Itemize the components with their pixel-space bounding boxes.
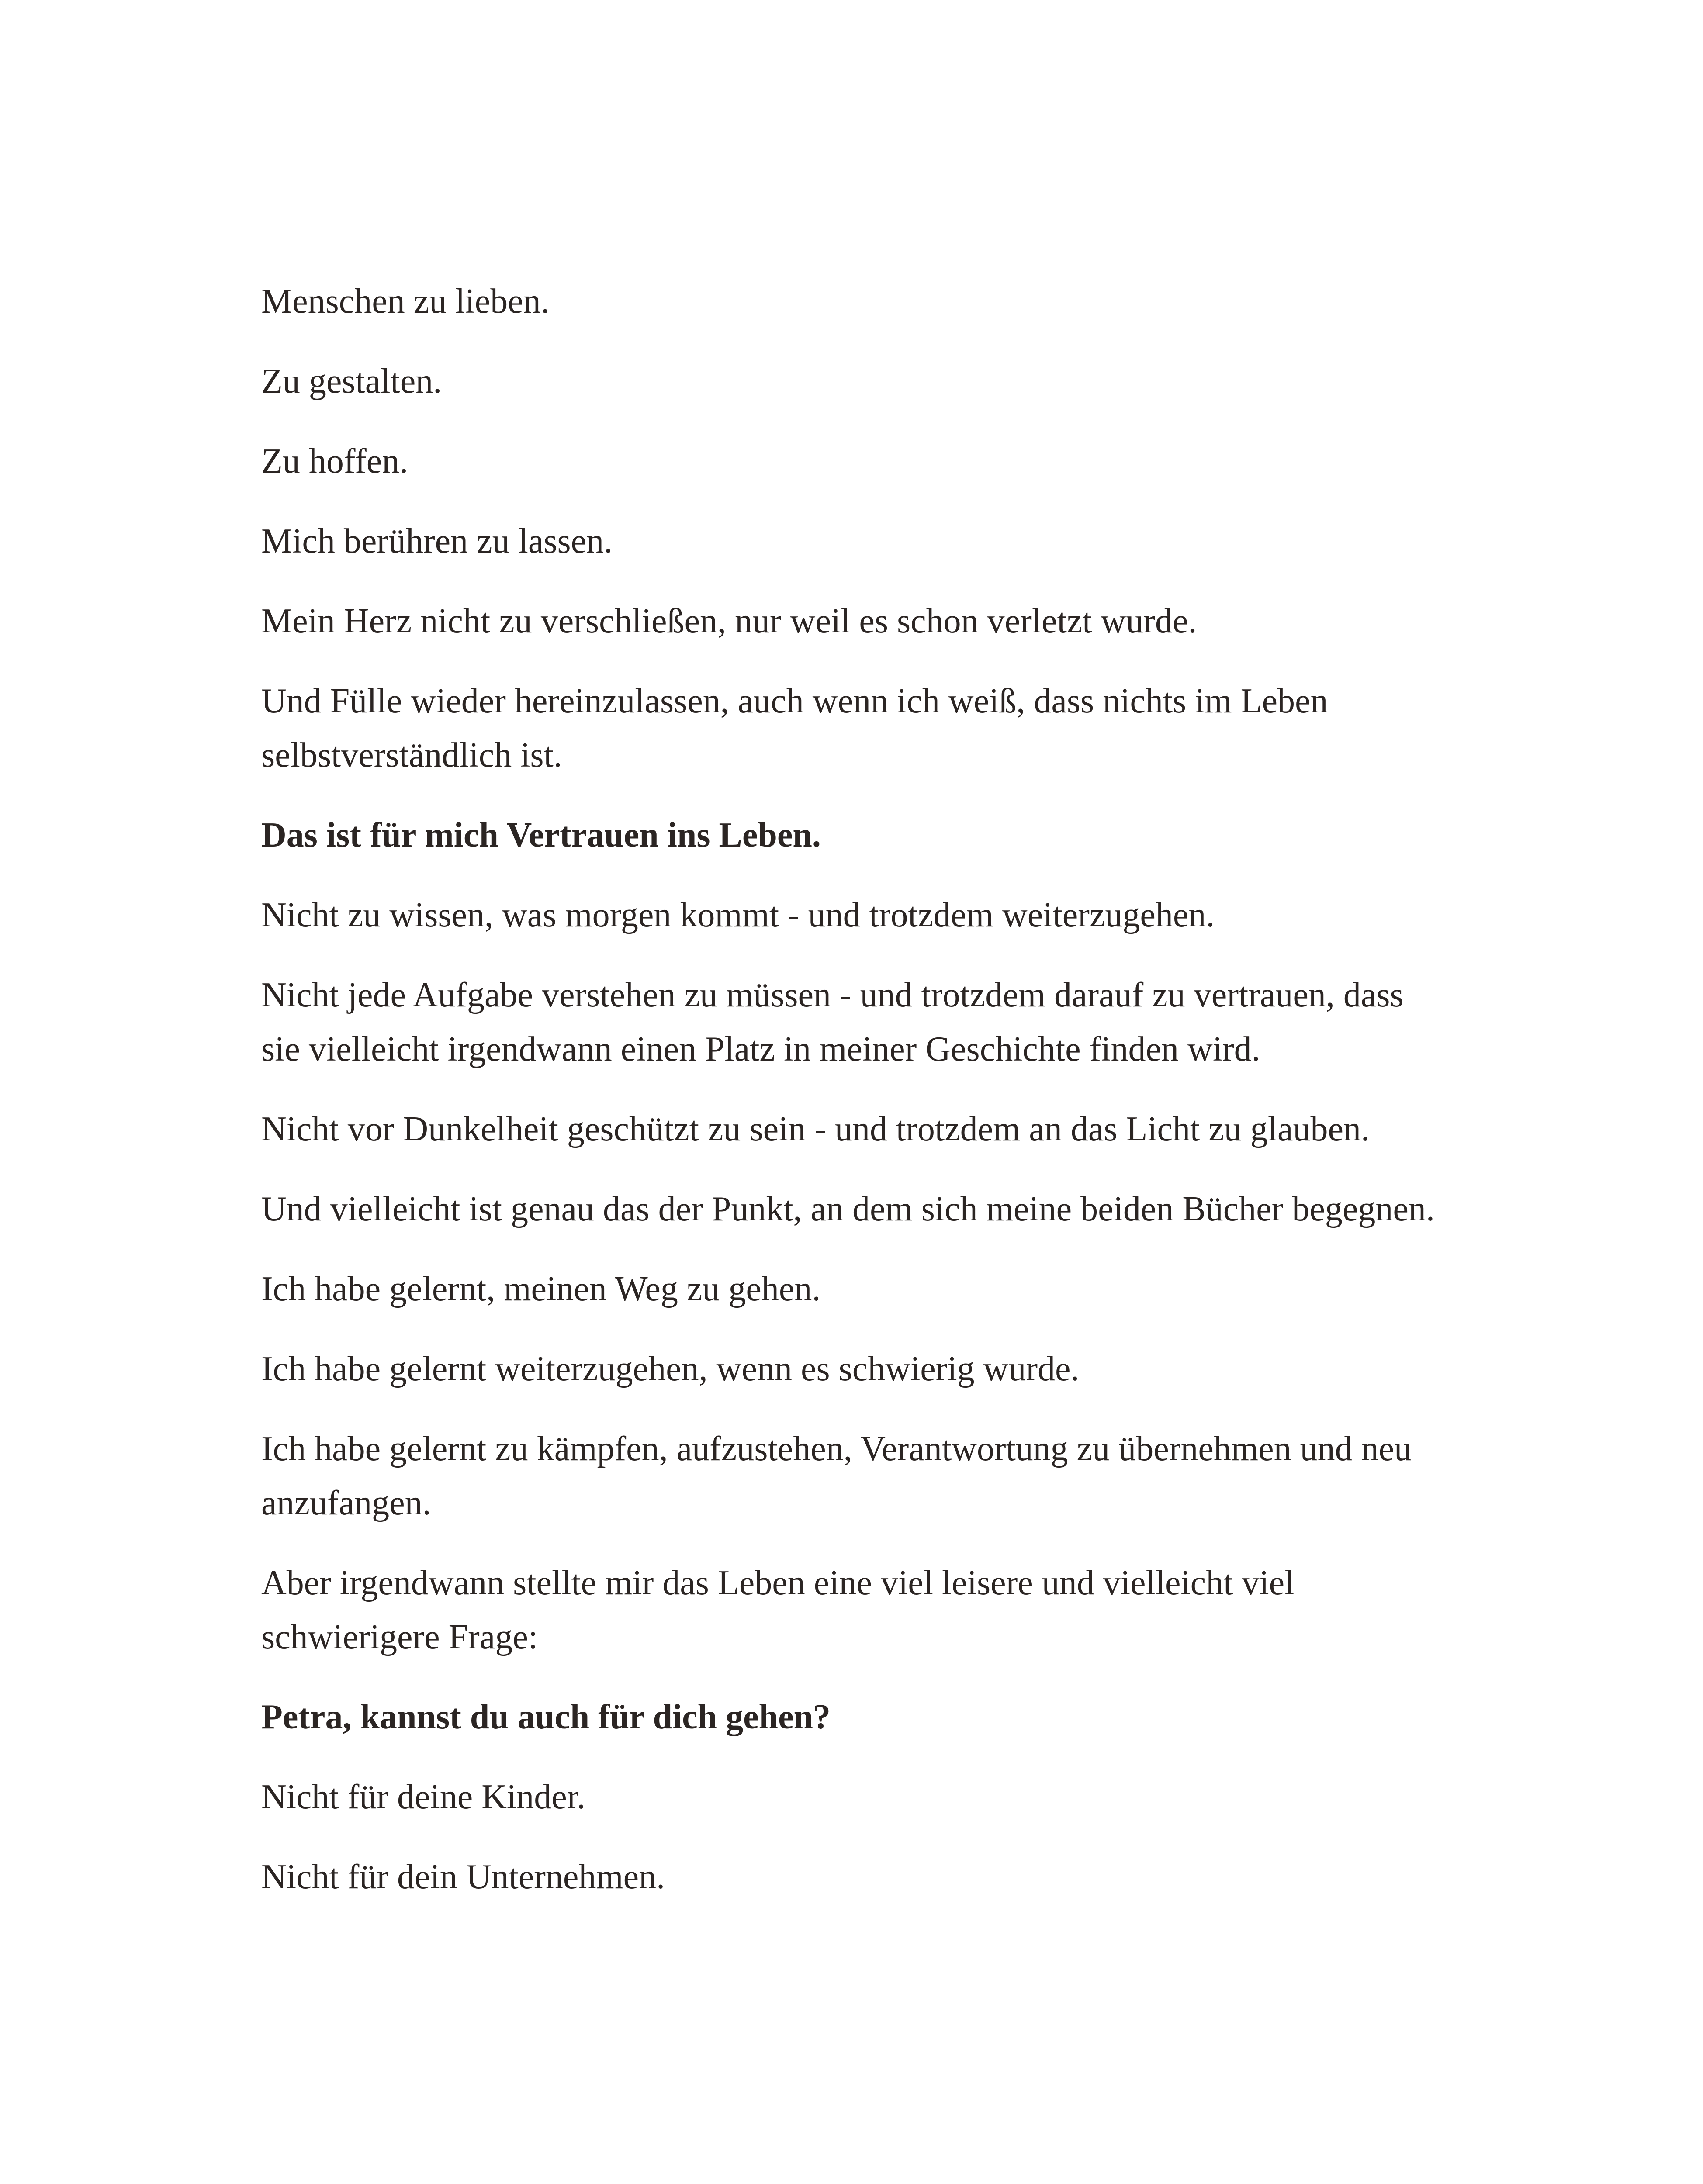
paragraph: Zu gestalten.: [261, 362, 442, 401]
paragraph: Aber irgendwann stellte mir das Leben eine viel leisere und vielleicht viel schwierigere Frage:: [261, 1564, 1295, 1656]
paragraph: Ich habe gelernt, meinen Weg zu gehen.: [261, 1270, 821, 1308]
paragraph: Mich berühren zu lassen.: [261, 522, 613, 560]
paragraph: Und Fülle wieder hereinzulassen, auch wenn ich weiß, dass nichts im Leben selbstverständlich ist.: [261, 682, 1328, 774]
paragraph: Zu hoffen.: [261, 442, 408, 480]
paragraph: Nicht für deine Kinder.: [261, 1778, 585, 1816]
paragraph: Nicht zu wissen, was morgen kommt - und trotzdem weiterzugehen.: [261, 896, 1215, 934]
paragraph: Nicht jede Aufgabe verstehen zu müssen - und trotzdem darauf zu vertrauen, dass sie vielleicht irgendwann einen Platz in meiner Geschichte finden wird.: [261, 976, 1404, 1068]
bold-paragraph: Das ist für mich Vertrauen ins Leben.: [261, 816, 821, 854]
paragraph: Menschen zu lieben.: [261, 282, 550, 321]
paragraph: Ich habe gelernt weiterzugehen, wenn es schwierig wurde.: [261, 1350, 1080, 1388]
paragraph: Mein Herz nicht zu verschließen, nur weil es schon verletzt wurde.: [261, 602, 1197, 640]
document-body: [261, 274, 1441, 1930]
bold-paragraph: Petra, kannst du auch für dich gehen?: [261, 1698, 831, 1736]
paragraph: Nicht für dein Unternehmen.: [261, 1858, 665, 1896]
paragraph: Ich habe gelernt zu kämpfen, aufzustehen, Verantwortung zu übernehmen und neu anzufangen.: [261, 1430, 1412, 1522]
paragraph: Und vielleicht ist genau das der Punkt, an dem sich meine beiden Bücher begegnen.: [261, 1190, 1435, 1228]
paragraph: Nicht vor Dunkelheit geschützt zu sein - und trotzdem an das Licht zu glauben.: [261, 1110, 1370, 1148]
